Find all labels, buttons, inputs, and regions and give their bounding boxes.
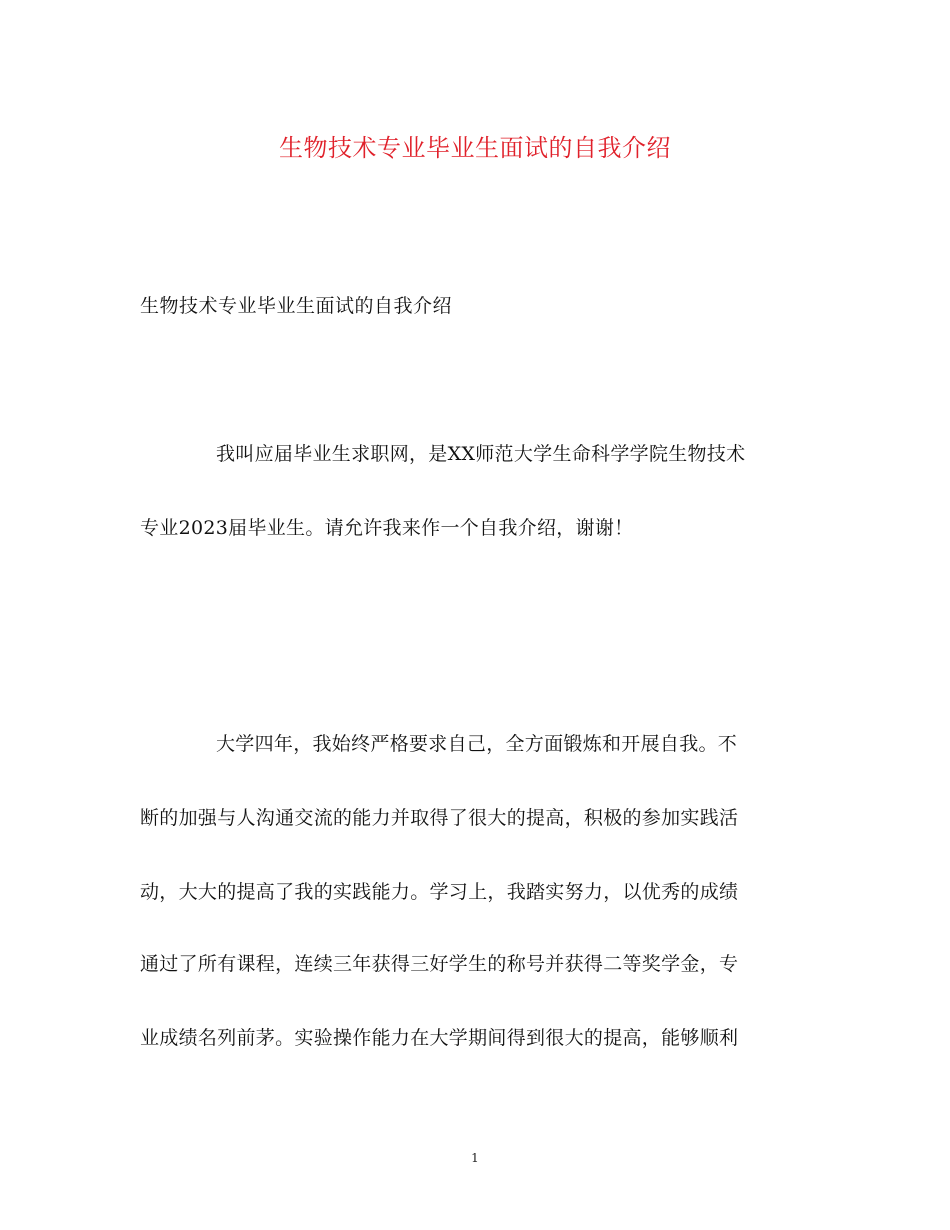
paragraph-2-line-2: 断的加强与人沟通交流的能力并取得了很大的提高，积极的参加实践活 — [140, 807, 739, 829]
paragraph-2-line-1: 大学四年，我始终严格要求自己，全方面锻炼和开展自我。不 — [216, 733, 738, 755]
paragraph-1-line-2: 专业2023届毕业生。请允许我来作一个自我介绍，谢谢！ — [140, 517, 634, 539]
paragraph-2-line-5: 业成绩名列前茅。实验操作能力在大学期间得到很大的提高，能够顺利 — [140, 1027, 739, 1049]
document-subtitle: 生物技术专业毕业生面试的自我介绍 — [140, 295, 453, 317]
document-title: 生物技术专业毕业生面试的自我介绍 — [279, 134, 671, 162]
paragraph-2-line-3: 动，大大的提高了我的实践能力。学习上，我踏实努力，以优秀的成绩 — [140, 881, 739, 903]
page-number: 1 — [471, 1151, 479, 1165]
paragraph-2-line-4: 通过了所有课程，连续三年获得三好学生的称号并获得二等奖学金，专 — [140, 953, 739, 975]
paragraph-1-line-1: 我叫应届毕业生求职网，是XX师范大学生命科学学院生物技术 — [216, 443, 746, 465]
